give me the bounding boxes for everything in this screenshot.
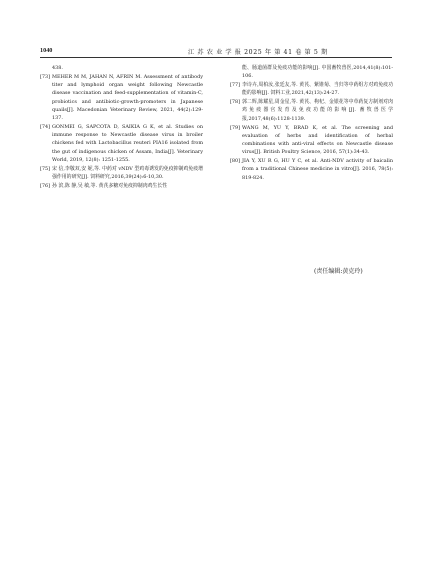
reference-item (230, 98, 393, 123)
reference-text: 宋 信,李敬双,安 妮,等. 中药对 vNDV 型鸡毒诱发的免疫抑制鸡免疫增强作用的研究[J]. 饲料研究,2016,39(24):6-10,30. (52, 165, 203, 181)
reference-item (40, 165, 203, 182)
reference-item (230, 64, 393, 81)
reference-text: 能、肠道菌群及免疫功能的影响[J]. 中国畜牧兽医,2014,41(8):101-106. (242, 65, 393, 80)
reference-number: [76] (40, 182, 51, 189)
reference-text: WANG M, YU Y, BRAD K, et al. The screening and evaluation of herbs and identification of herbal combinations with anti-viral effects on Newcastle disease virus[J]. British Poultry Science, 2016, 57(1):34-43. (242, 124, 393, 156)
reference-number: [80] (230, 158, 241, 165)
responsible-editor-note: (责任编辑:黄克玲) (314, 268, 363, 275)
reference-item (230, 157, 393, 182)
reference-text: 李诗卉,周柏汝,张廷友,等. 黄芪、紫锥菊、当归等中药组方对鸡免疫功能的影响[J]. 饲料工业,2021,42(13):24-27. (242, 82, 393, 97)
reference-item (40, 182, 203, 190)
reference-text: JIA Y, XU R G, HU Y C, et al. Anti-NDV activity of baicalin from a traditional Chinese medicine in vitro[J]. 2016, 78(5): 819-824. (242, 158, 393, 181)
reference-item (230, 124, 393, 157)
reference-number: [75] (40, 165, 51, 172)
reference-number: [79] (230, 124, 241, 131)
header-rule (40, 57, 392, 58)
reference-item (40, 123, 203, 164)
reference-text: 孙 滨,陈 静,吴 敏,等. 黄芪多糖对免疫抑制肉鸡生长性 (52, 182, 168, 189)
page-header (40, 47, 394, 57)
reference-text: 郭二辉,陈耀星,周金星,等. 黄芪、枸杞、金银花等中草药复方制剂对肉鸡免疫器官发育及免疫功能的影响[J]. 畜牧兽医学报,2017,48(6):1128-1139. (242, 99, 393, 122)
reference-number: [74] (40, 123, 51, 130)
reference-number: [73] (40, 73, 51, 80)
page-number: 1040 (40, 47, 53, 54)
journal-running-title: 江 苏 农 业 学 报 2025 年 第 41 卷 第 5 期 (188, 49, 328, 56)
reference-number: [78] (230, 99, 241, 106)
reference-item (40, 73, 203, 123)
reference-text: 438. (52, 65, 63, 71)
reference-text: MEHER M M, JAHAN N, AFRIN M. Assessment of antibody titer and lymphoid organ weight following Newcastle disease vaccination and feed-supplementation of vitamin-C, probiotics and antibiotic-growth-promoters in Japanese quails[J]. Macedonian Veterinary Review, 2021, 44(2):129-137. (52, 73, 203, 122)
reference-number: [77] (230, 82, 241, 89)
reference-item (230, 81, 393, 98)
reference-text: GONMEI G, SAPCOTA D, SAIKIA G K, et al. Studies on immune response to Newcastle disease virus in broiler chickens fed with Lactobacillus reuteri PIA16 isolated from the gut of indigenous chicken of Assam, India[J]. Veterinary World, 2019, 12(8): 1251-1255. (52, 123, 203, 163)
reference-item (40, 64, 203, 72)
references-right-column (230, 64, 393, 182)
references-left-column (40, 64, 203, 191)
